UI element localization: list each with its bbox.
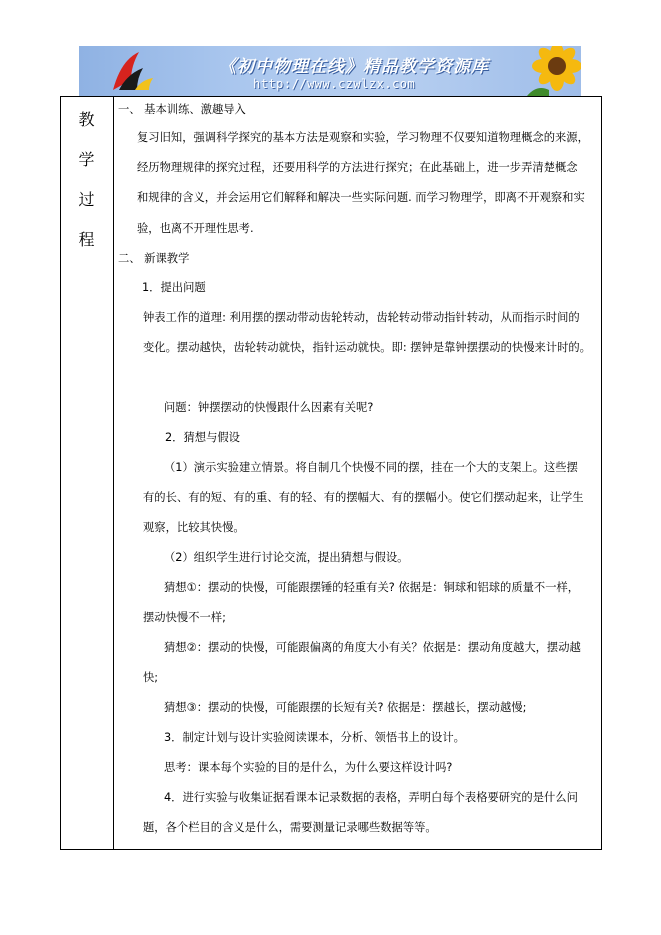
text-line: 4．进行实验与收集证据看课本记录数据的表格，弄明白每个表格要研究的是什么问 [164,791,578,804]
text-line: 有的长、有的短、有的重、有的轻、有的摆幅大、有的摆幅小。使它们摆动起来，让学生 [143,491,584,504]
section-label-char: 学 [78,150,95,169]
text-line: 快; [143,671,159,684]
sunflower-icon [527,46,581,96]
text-line: 观察，比较其快慢。 [143,521,245,534]
section-label-column [60,100,113,260]
section-label-char: 程 [78,230,95,249]
text-line: （1）演示实验建立情景。将自制几个快慢不同的摆，挂在一个大的支架上。这些摆 [164,461,578,474]
site-logo-icon [109,50,155,92]
text-line: 钟表工作的道理: 利用摆的摆动带动齿轮转动，齿轮转动带动指针转动，从而指示时间的 [143,311,580,324]
header-banner [79,46,581,96]
text-line: 二、 新课教学 [118,252,190,265]
section-label-char: 过 [78,190,95,209]
text-line: 和规律的含义，并会运用它们解释和解决一些实际问题. 而学习物理学，即离不开观察和实 [137,191,585,204]
section-label-char: 教 [78,110,95,129]
text-line: 2．猜想与假设 [165,431,240,444]
text-line: 摆动快慢不一样; [143,611,226,624]
text-line: 复习旧知，强调科学探究的基本方法是观察和实验，学习物理不仅要知道物理概念的来源， [137,131,589,144]
text-line: 题，各个栏目的含义是什么，需要测量记录哪些数据等等。 [143,821,437,834]
text-line: 猜想③：摆动的快慢，可能跟摆的长短有关? 依据是：摆越长，摆动越慢; [164,701,527,714]
text-line: 3．制定计划与设计实验阅读课本，分析、领悟书上的设计。 [164,731,465,744]
text-line: 验，也离不开理性思考. [137,222,254,235]
text-line: 一、 基本训练、激趣导入 [118,103,246,116]
text-line: 1．提出问题 [142,281,206,294]
text-line: 经历物理规律的探究过程，还要用科学的方法进行探究；在此基础上，进一步弄清楚概念 [137,161,578,174]
text-line: （2）组织学生进行讨论交流，提出猜想与假设。 [164,551,409,564]
text-line: 问题：钟摆摆动的快慢跟什么因素有关呢? [164,401,374,414]
text-line: 猜想①：摆动的快慢，可能跟摆锤的轻重有关? 依据是：铜球和铝球的质量不一样， [164,581,580,594]
table-column-divider [113,96,114,850]
text-line: 猜想②：摆动的快慢，可能跟偏离的角度大小有关？依据是：摆动角度越大，摆动越 [164,641,581,654]
banner-title: 《初中物理在线》精品教学资源库 [219,57,489,77]
banner-url: http://www.czwlzx.com [253,77,416,91]
text-line: 思考：课本每个实验的目的是什么，为什么要这样设计吗? [164,761,453,774]
text-line: 变化。摆动越快，齿轮转动就快，指针运动就快。即: 摆钟是靠钟摆摆动的快慢来计时的。 [143,341,591,354]
